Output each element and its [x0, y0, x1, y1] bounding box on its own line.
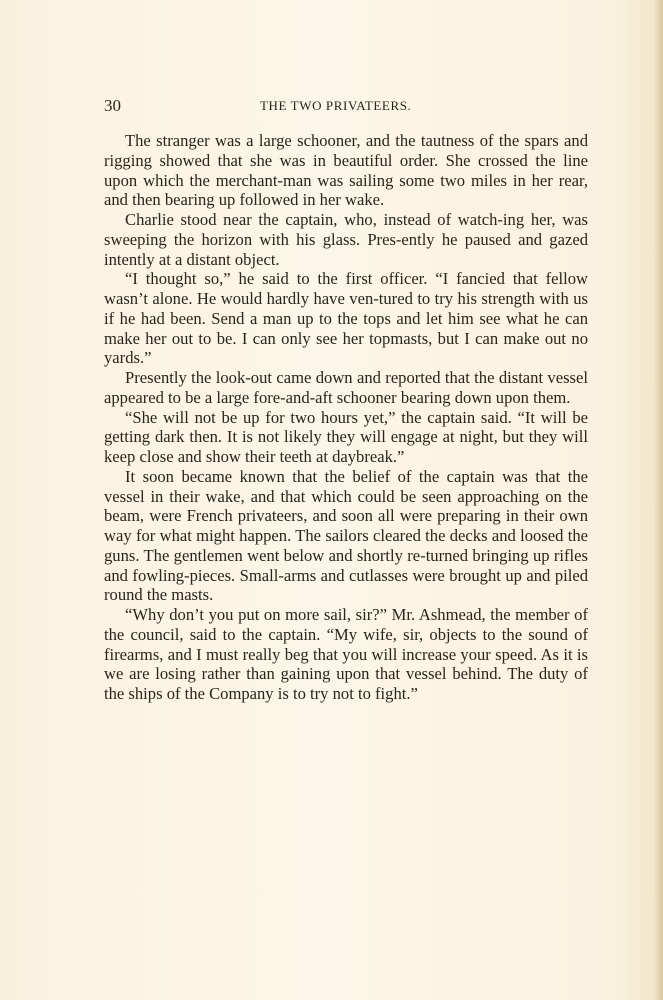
- paragraph: The stranger was a large schooner, and the tautness of the spars and rigging showed that she was in beautiful order. She crossed the line upon which the merchant-man was sailing some two miles in her rear, and then bearing up followed in her wake.: [104, 131, 588, 210]
- page-header: [104, 96, 588, 118]
- paragraph: “Why don’t you put on more sail, sir?” Mr. Ashmead, the member of the council, said to the captain. “My wife, sir, objects to the sound of firearms, and I must really beg that you will increase your speed. As it is we are losing rather than gaining upon that vessel behind. The duty of the ships of the Company is to try not to fight.”: [104, 605, 588, 703]
- running-head: THE TWO PRIVATEERS.: [260, 98, 412, 113]
- page-edge-shadow: [654, 0, 663, 1000]
- paragraph: Presently the look-out came down and reported that the distant vessel appeared to be a large fore-and-aft schooner bearing down upon them.: [104, 368, 588, 407]
- paragraph: “I thought so,” he said to the first officer. “I fancied that fellow wasn’t alone. He would hardly have ven-tured to try his strength with us if he had been. Send a man up to the tops and let him see what he can make her out to be. I can only see her topmasts, but I can make out no yards.”: [104, 269, 588, 368]
- body-text: [104, 131, 588, 704]
- paragraph: It soon became known that the belief of the captain was that the vessel in their wake, and that which could be seen approaching on the beam, were French privateers, and soon all were preparing in their own way for what might happen. The sailors cleared the decks and loosed the guns. The gentlemen went below and shortly re-turned bringing up rifles and fowling-pieces. Small-arms and cutlasses were brought up and piled round the masts.: [104, 466, 588, 605]
- paragraph: “She will not be up for two hours yet,” the captain said. “It will be getting dark then. It is not likely they will engage at night, but they will keep close and show their teeth at daybreak.”: [104, 407, 588, 466]
- page-number: 30: [104, 96, 121, 115]
- paragraph: Charlie stood near the captain, who, instead of watch-ing her, was sweeping the horizon with his glass. Pres-ently he paused and gazed intently at a distant object.: [104, 210, 588, 269]
